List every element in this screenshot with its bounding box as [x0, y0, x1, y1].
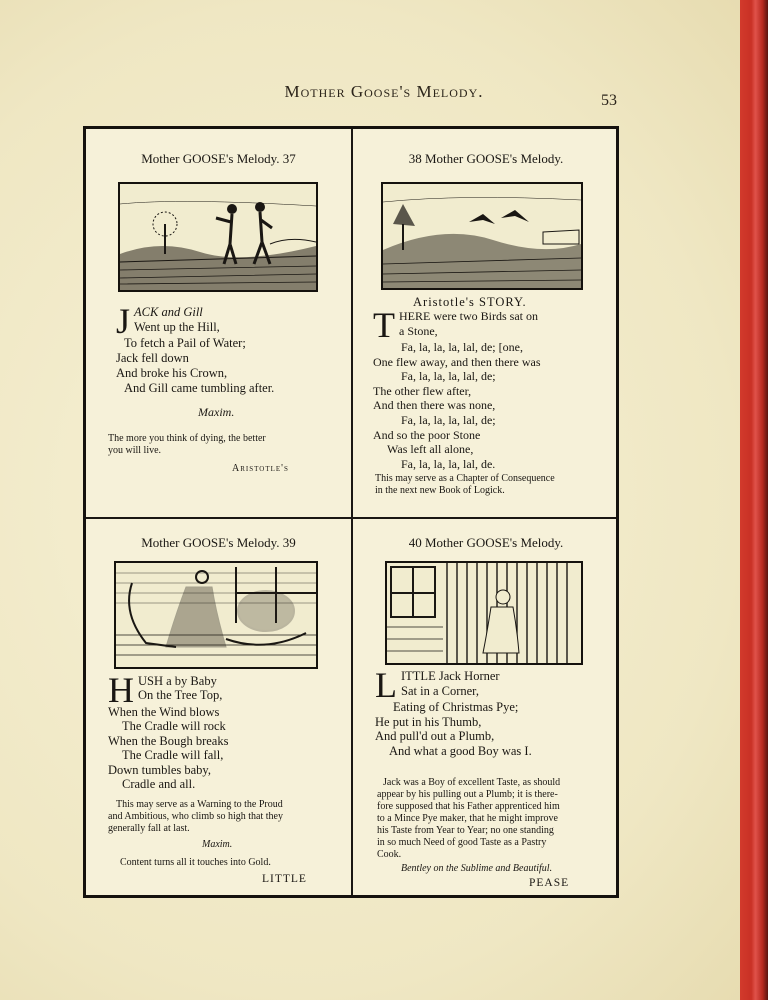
- woodcut-cradle-icon: [114, 561, 318, 669]
- note-line: fore supposed that his Father apprenticed him: [377, 801, 560, 812]
- verse-line: The other flew after,: [373, 383, 472, 398]
- verse-line: The Cradle will rock: [122, 719, 226, 734]
- verse-line: Sat in a Corner,: [401, 683, 479, 698]
- panel-aristotles-story: [353, 129, 619, 517]
- maxim-label: Maxim.: [202, 839, 233, 850]
- note-line: Jack was a Boy of excellent Taste, as should: [383, 777, 561, 788]
- panel-little-jack-horner: [353, 519, 619, 898]
- verse-block: [116, 301, 336, 396]
- story-title: Aristotle's STORY.: [413, 295, 527, 309]
- note-line: to a Mince Pye maker, that he might improve: [377, 813, 558, 824]
- catchword: PEASE: [529, 877, 570, 889]
- verse-line: And so the poor Stone: [373, 427, 481, 442]
- maxim-line: Content turns all it touches into Gold.: [120, 857, 271, 868]
- verse-line: HERE were two Birds sat on: [399, 309, 538, 323]
- verse-line: USH a by Baby: [138, 674, 217, 688]
- attribution: Bentley on the Sublime and Beautiful.: [401, 863, 553, 874]
- drop-cap: J: [116, 301, 131, 341]
- verse-line: ACK and Gill: [134, 305, 203, 319]
- verse-line: Down tumbles baby,: [108, 762, 211, 777]
- note-line: appear by his pulling out a Plumb; it is there-: [377, 789, 558, 800]
- verse-line: And Gill came tumbling after.: [124, 381, 275, 395]
- verse-block: [108, 670, 338, 792]
- verse-line: And then there was none,: [373, 398, 496, 413]
- panel-heading: Mother GOOSE's Melody. 37: [141, 151, 296, 166]
- note-line: generally fall at last.: [108, 823, 190, 834]
- panel-hush-a-by-baby: [86, 519, 351, 898]
- verse-block: [375, 665, 611, 758]
- note-line: Cook.: [377, 849, 402, 860]
- verse-line: And what a good Boy was I.: [389, 743, 532, 758]
- woodcut-jack-horner-icon: [385, 561, 583, 665]
- page-number: 53: [601, 92, 617, 109]
- verse-line: And broke his Crown,: [116, 366, 228, 380]
- verse-line: To fetch a Pail of Water;: [124, 336, 246, 350]
- verse-line: And pull'd out a Plumb,: [375, 729, 495, 744]
- verse-line: The Cradle will fall,: [122, 748, 224, 763]
- note-line: in the next new Book of Logick.: [375, 485, 505, 496]
- note-line: his Taste from Year to Year; no one standing: [377, 825, 554, 836]
- verse-line: Cradle and all.: [122, 777, 196, 792]
- verse-line: Fa, la, la, la, lal, de; [one,: [401, 340, 523, 354]
- panel-heading: 38 Mother GOOSE's Melody.: [408, 151, 564, 166]
- verse-line: When the Bough breaks: [108, 733, 229, 748]
- woodcut-jack-and-gill-icon: [118, 182, 318, 292]
- drop-cap: L: [375, 665, 397, 705]
- drop-cap: T: [373, 305, 395, 345]
- verse-line: Went up the Hill,: [134, 320, 220, 334]
- verse-line: ITTLE Jack Horner: [401, 669, 500, 683]
- verse-line: He put in his Thumb,: [375, 714, 482, 729]
- note-line: This may serve as a Chapter of Consequence: [375, 473, 555, 484]
- running-head: Mother Goose's Melody.: [284, 82, 484, 101]
- page-edge-binding: [740, 0, 768, 1000]
- verse-line: Fa, la, la, la, lal, de.: [401, 456, 496, 471]
- facsimile-plate: [83, 126, 619, 898]
- verse-line: One flew away, and then there was: [373, 354, 541, 369]
- verse-line: Fa, la, la, la, lal, de;: [401, 412, 496, 427]
- panel-heading: Mother GOOSE's Melody. 39: [141, 535, 296, 550]
- verse-line: Was left all alone,: [387, 442, 474, 457]
- catchword: LITTLE: [262, 873, 307, 885]
- verse-line: When the Wind blows: [108, 705, 220, 719]
- panel-jack-and-gill: [86, 129, 351, 517]
- verse-line: On the Tree Top,: [138, 688, 223, 703]
- verse-line: Eating of Christmas Pye;: [393, 700, 519, 714]
- woodcut-two-birds-icon: [381, 182, 583, 290]
- verse-line: a Stone,: [399, 323, 438, 338]
- verse-line: Jack fell down: [116, 351, 189, 365]
- maxim-line: you will live.: [108, 445, 162, 456]
- maxim-label: Maxim.: [198, 405, 235, 419]
- note-line: and Ambitious, who climb so high that they: [108, 811, 283, 822]
- verse-block: [373, 305, 613, 471]
- verse-line: Fa, la, la, la, lal, de;: [401, 369, 496, 384]
- note-line: in so much Need of good Taste as a Pastry: [377, 837, 547, 848]
- maxim-line: The more you think of dying, the better: [108, 433, 266, 444]
- drop-cap: H: [108, 670, 134, 710]
- attribution: Aristotle's: [232, 463, 289, 474]
- note-line: This may serve as a Warning to the Proud: [116, 799, 283, 810]
- panel-heading: 40 Mother GOOSE's Melody.: [408, 535, 564, 550]
